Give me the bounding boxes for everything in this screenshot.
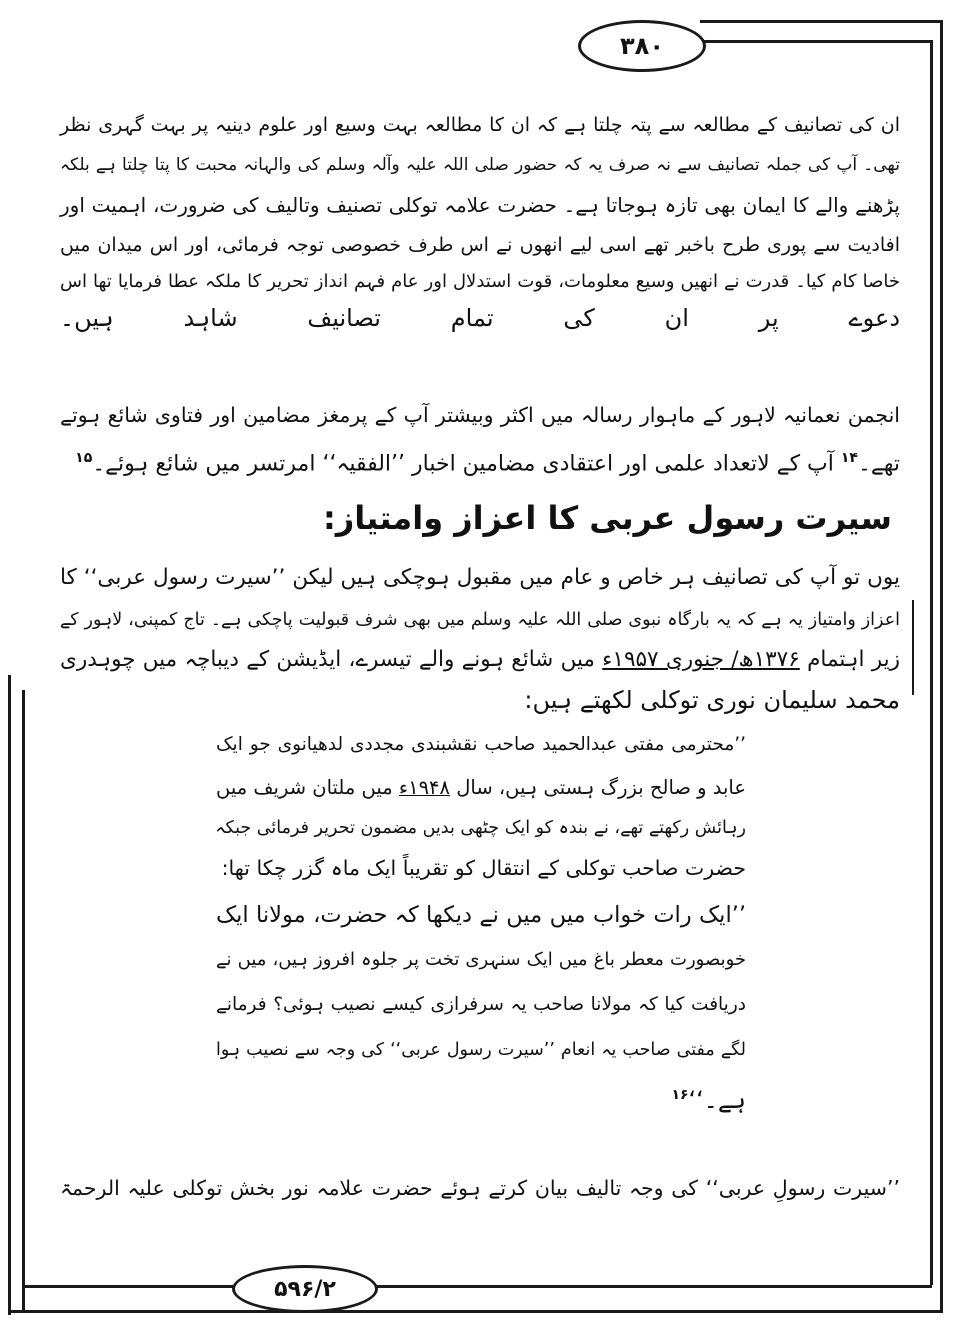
- page-number: ۳۸۰: [578, 20, 706, 72]
- quote-line-2-start: عابد و صالح بزرگ ہستی ہیں، سال: [456, 776, 746, 799]
- quote-line-8: لگے مفتی صاحب یہ انعام ’’سیرت رسول عربی‘‘ کی وجہ سے نصیب ہوا: [216, 1040, 746, 1060]
- paragraph2-rest: آپ کے لاتعداد علمی اور اعتقادی مضامین اخبار ’’الفقیہ‘‘ امرتسر میں شائع ہوئے۔: [92, 451, 834, 477]
- paragraph1-line-6: دعوے پر ان کی تمام تصانیف شاہد ہیں۔: [60, 304, 900, 332]
- quote-line-4: حضرت صاحب توکلی کے انتقال کو تقریباً ایک ماہ گزر چکا تھا:: [221, 856, 746, 880]
- frame-line-right-outer: [940, 20, 943, 1310]
- quote-line-6: خوبصورت معطر باغ میں ایک سنہری تخت پر جلوہ افروز ہیں، میں نے: [216, 949, 746, 970]
- footnote-ref-14: ۱۴: [840, 450, 858, 466]
- footnote-ref-15: ۱۵: [75, 450, 93, 466]
- frame-line-left-inner: [22, 690, 25, 1310]
- section-heading: سیرت رسول عربی کا اعزاز وامتیاز:: [323, 499, 892, 537]
- frame-line-right-inner: [930, 40, 933, 1285]
- closing-line: ’’سیرت رسولِ عربی‘‘ کی وجہ تالیف بیان کرتے ہوئے حضرت علامہ نور بخش توکلی علیہ الرحمۃ: [60, 1176, 900, 1200]
- frame-line-mid-right: [912, 600, 914, 695]
- frame-line-top-inner: [700, 40, 933, 43]
- paragraph2-start: تھے۔: [857, 451, 900, 477]
- paragraph1-line-3: پڑھنے والے کا ایمان بھی تازہ ہوجاتا ہے۔ حضرت علامہ توکلی تصنیف وتالیف کی ضرورت، اہمیت اور: [60, 193, 900, 217]
- paragraph3-line-3: [60, 640, 900, 680]
- quote-line-1: ’’محترمی مفتی عبدالحمید صاحب نقشبندی مجددی لدھیانوی جو ایک: [216, 734, 746, 755]
- paragraph3-line-1: یوں تو آپ کی تصانیف ہر خاص و عام میں مقبول ہوچکی ہیں لیکن ’’سیرت رسول عربی‘‘ کا: [60, 565, 900, 590]
- quote-line-3: رہائش رکھتے تھے، نے بندہ کو ایک چٹھی بدیں مضمون تحریر فرمائی جبکہ: [215, 818, 746, 838]
- paragraph3-line-4: محمد سلیمان نوری توکلی لکھتے ہیں:: [524, 686, 900, 714]
- paragraph3-line-2: اعزاز وامتیاز یہ ہے کہ یہ بارگاہ نبوی صلی اللہ علیہ وسلم میں بھی شرف قبولیت پاچکی ہے۔ تاج کمپنی، لاہور کے: [60, 610, 900, 630]
- frame-line-bottom-outer: [8, 1310, 943, 1313]
- quote-line-9: [216, 1075, 746, 1120]
- quote-year: ۱۹۴۸ء: [398, 776, 450, 799]
- quote-line-2: [216, 768, 746, 808]
- frame-line-bottom-inner: [22, 1285, 932, 1288]
- quote-ending: ہے۔‘‘: [688, 1086, 746, 1114]
- paragraph1-line-5: خاصا کام کیا۔ قدرت نے انھیں وسیع معلومات، قوت استدلال اور عام فہم انداز تحریر کا ملکہ عطا فرمایا تھا اس: [60, 271, 900, 292]
- paragraph3-under-auspices: زیر اہتمام: [807, 647, 900, 672]
- paragraph1-line-1: ان کی تصانیف کے مطالعہ سے پتہ چلتا ہے کہ ان کا مطالعہ بہت وسیع اور علوم دینیہ پر بہت گہری نظر: [60, 114, 900, 136]
- paragraph1-line-4: افادیت سے پوری طرح باخبر تھے اسی لیے انھوں نے اس طرف خصوصی توجہ فرمائی، اور اس میدان میں: [60, 234, 900, 256]
- footnote-ref-16: ۱۶: [671, 1087, 689, 1103]
- paragraph2-line-1: انجمن نعمانیہ لاہور کے ماہوار رسالہ میں اکثر وبیشتر آپ کے پرمغز مضامین اور فتاوی شائع ہوتے: [60, 403, 900, 427]
- quote-line-2-end: میں ملتان شریف میں: [216, 776, 393, 799]
- quote-line-5: ’’ایک رات خواب میں میں نے دیکھا کہ حضرت، مولانا ایک: [216, 902, 746, 928]
- paragraph3-date: ۱۳۷۶ھ/ جنوری ۱۹۵۷ء: [602, 647, 800, 672]
- quote-line-7: دریافت کیا کہ مولانا صاحب یہ سرفرازی کیسے نصیب ہوئی؟ فرمانے: [216, 994, 746, 1015]
- paragraph2-line-2: [60, 438, 900, 484]
- frame-line-top-outer: [700, 20, 943, 23]
- paragraph1-line-2: تھی۔ آپ کی جملہ تصانیف سے نہ صرف یہ کہ حضور صلی اللہ علیہ وآلہ وسلم کی والہانہ محبت کا پتا چلتا ہے بلکہ: [60, 155, 900, 175]
- paragraph3-edition: میں شائع ہونے والے تیسرے، ایڈیشن کے دیباچہ میں چوہدری: [60, 647, 595, 672]
- footer-page-code: ۵۹۶/۲: [232, 1265, 378, 1313]
- frame-line-left-outer: [8, 675, 11, 1315]
